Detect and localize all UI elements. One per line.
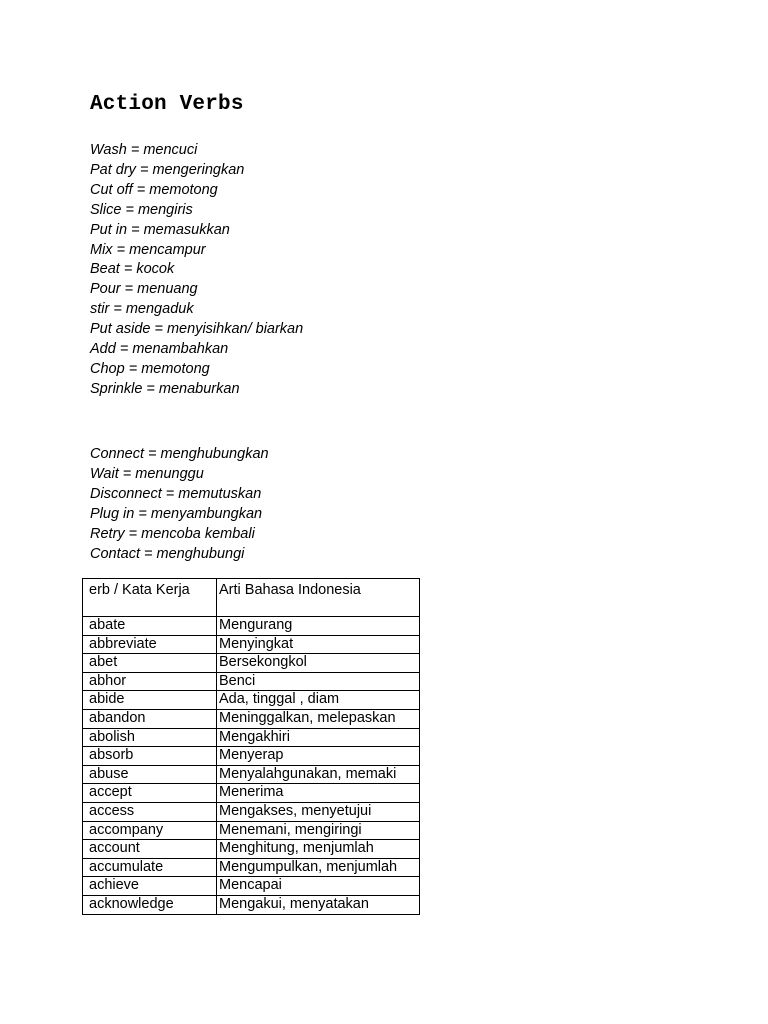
header-cell-verb: erb / Kata Kerja — [83, 579, 217, 617]
verb-cell: abandon — [83, 709, 217, 728]
meaning-cell: Menyingkat — [217, 635, 420, 654]
list-item: Contact = menghubungi — [90, 545, 245, 562]
verb-cell: access — [83, 802, 217, 821]
meaning-cell: Menyalahgunakan, memaki — [217, 765, 420, 784]
verb-cell: abhor — [83, 672, 217, 691]
meaning-cell: Meninggalkan, melepaskan — [217, 709, 420, 728]
list-item: Pour = menuang — [90, 281, 198, 298]
table-row — [83, 709, 420, 728]
meaning-cell: Benci — [217, 672, 420, 691]
table-row — [83, 821, 420, 840]
header-cell-meaning: Arti Bahasa Indonesia — [217, 579, 420, 617]
table-row — [83, 635, 420, 654]
table-row — [83, 840, 420, 859]
table-row — [83, 672, 420, 691]
table-row — [83, 765, 420, 784]
verb-cell: accompany — [83, 821, 217, 840]
meaning-cell: Mengakhiri — [217, 728, 420, 747]
table-row — [83, 728, 420, 747]
meaning-cell: Mengakses, menyetujui — [217, 802, 420, 821]
meaning-cell: Mengurang — [217, 617, 420, 636]
verb-cell: abet — [83, 654, 217, 673]
table-row — [83, 877, 420, 896]
verb-cell: accept — [83, 784, 217, 803]
list-item: Add = menambahkan — [90, 341, 229, 358]
verb-cell: abbreviate — [83, 635, 217, 654]
list-item: Beat = kocok — [90, 261, 175, 278]
table-row — [83, 784, 420, 803]
verb-cell: abolish — [83, 728, 217, 747]
list-item: Put aside = menyisihkan/ biarkan — [90, 321, 304, 338]
list-item: Disconnect = memutuskan — [90, 485, 262, 502]
verb-cell: abide — [83, 691, 217, 710]
meaning-cell: Mengakui, menyatakan — [217, 895, 420, 914]
meaning-cell: Mengumpulkan, menjumlah — [217, 858, 420, 877]
meaning-cell: Menerima — [217, 784, 420, 803]
verb-cell: abate — [83, 617, 217, 636]
list-item: Put in = memasukkan — [90, 221, 230, 238]
cooking-verbs-list — [90, 141, 303, 400]
meaning-cell: Ada, tinggal , diam — [217, 691, 420, 710]
list-item: Chop = memotong — [90, 360, 210, 377]
table-row — [83, 617, 420, 636]
list-item: Connect = menghubungkan — [90, 446, 269, 462]
table-row — [83, 858, 420, 877]
table-row — [83, 654, 420, 673]
vocabulary-table — [82, 578, 420, 915]
table-row — [83, 747, 420, 766]
list-item: Pat dry = mengeringkan — [90, 161, 245, 178]
meaning-cell: Menyerap — [217, 747, 420, 766]
verb-cell: accumulate — [83, 858, 217, 877]
list-item: Cut off = memotong — [90, 181, 218, 198]
verb-cell: absorb — [83, 747, 217, 766]
list-item: Slice = mengiris — [90, 201, 193, 218]
table-row — [83, 691, 420, 710]
table-row — [83, 895, 420, 914]
verb-cell: acknowledge — [83, 895, 217, 914]
list-item: Sprinkle = menaburkan — [90, 380, 240, 397]
table-header-row — [83, 579, 420, 617]
verb-cell: achieve — [83, 877, 217, 896]
list-item: stir = mengaduk — [90, 301, 194, 318]
verb-cell: account — [83, 840, 217, 859]
meaning-cell: Bersekongkol — [217, 654, 420, 673]
connection-verbs-list — [90, 445, 269, 564]
list-item: Plug in = menyambungkan — [90, 505, 263, 522]
meaning-cell: Menghitung, menjumlah — [217, 840, 420, 859]
meaning-cell: Menemani, mengiringi — [217, 821, 420, 840]
list-item: Wait = menunggu — [90, 465, 204, 482]
meaning-cell: Mencapai — [217, 877, 420, 896]
verb-cell: abuse — [83, 765, 217, 784]
list-item: Mix = mencampur — [90, 241, 206, 258]
list-item: Wash = mencuci — [90, 142, 198, 158]
table-row — [83, 802, 420, 821]
list-item: Retry = mencoba kembali — [90, 525, 255, 542]
page-title: Action Verbs — [90, 93, 244, 116]
